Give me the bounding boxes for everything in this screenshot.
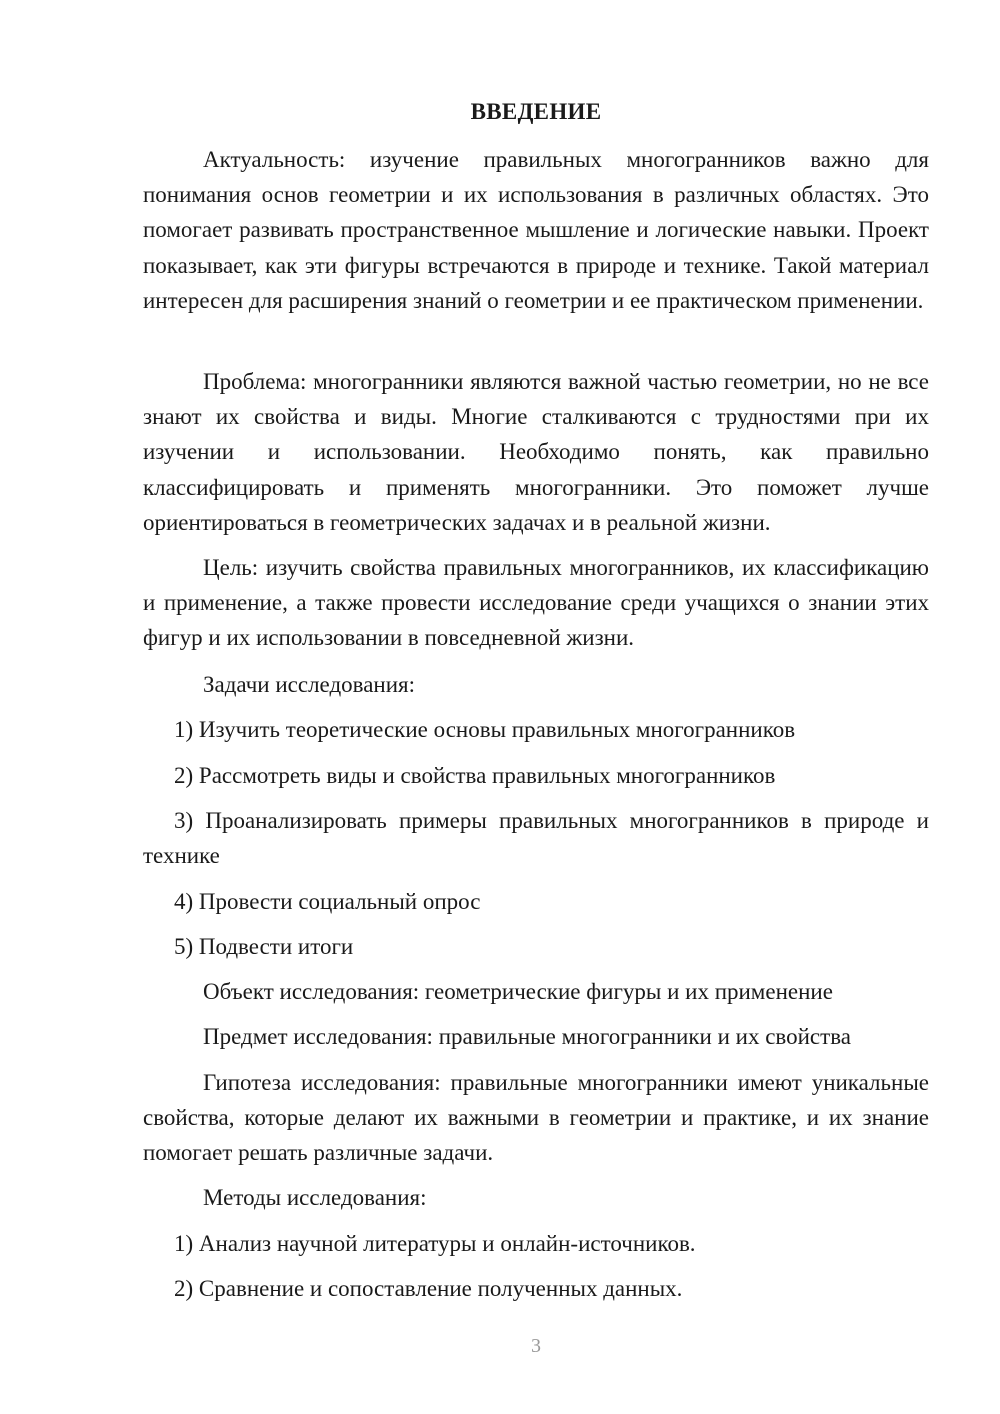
- relevance-paragraph: Актуальность: изучение правильных многогранников важно для понимания основ геометрии и их использования в различных областях. Это помогает развивать пространственное мышление и логические навыки. Проект показывает, как эти фигуры встречаются в природе и технике. Такой материал интересен для расширения знаний о геометрии и ее практическом применении.: [143, 147, 929, 313]
- method-item-2: 2) Сравнение и сопоставление полученных данных.: [174, 1276, 683, 1301]
- task-item-2: 2) Рассмотреть виды и свойства правильных многогранников: [174, 763, 776, 788]
- section-title: ВВЕДЕНИЕ: [470, 99, 602, 124]
- task-item-4: 4) Провести социальный опрос: [174, 889, 481, 914]
- method-item-1: 1) Анализ научной литературы и онлайн-источников.: [174, 1231, 696, 1256]
- object-line: Объект исследования: геометрические фигуры и их применение: [203, 979, 833, 1004]
- tasks-heading: Задачи исследования:: [203, 672, 416, 697]
- page-number: 3: [531, 1335, 541, 1357]
- task-item-5: 5) Подвести итоги: [174, 934, 354, 959]
- problem-paragraph: Проблема: многогранники являются важной частью геометрии, но не все знают их свойства и виды. Многие сталкиваются с трудностями при их изучении и использовании. Необходимо понять, как правильно классифицировать и применять многогранники. Это поможет лучше ориентироваться в геометрических задачах и в реальной жизни.: [143, 369, 929, 535]
- hypothesis-paragraph: Гипотеза исследования: правильные многогранники имеют уникальные свойства, которые делают их важными в геометрии и практике, и их знание помогает решать различные задачи.: [143, 1070, 929, 1166]
- methods-heading: Методы исследования:: [203, 1185, 427, 1210]
- subject-line: Предмет исследования: правильные многогранники и их свойства: [203, 1024, 851, 1049]
- goal-paragraph: Цель: изучить свойства правильных многогранников, их классификацию и применение, а также провести исследование среди учащихся о знании этих фигур и их использовании в повседневной жизни.: [143, 555, 929, 651]
- task-item-3: 3) Проанализировать примеры правильных многогранников в природе и технике: [143, 808, 929, 869]
- task-item-1: 1) Изучить теоретические основы правильных многогранников: [174, 717, 796, 742]
